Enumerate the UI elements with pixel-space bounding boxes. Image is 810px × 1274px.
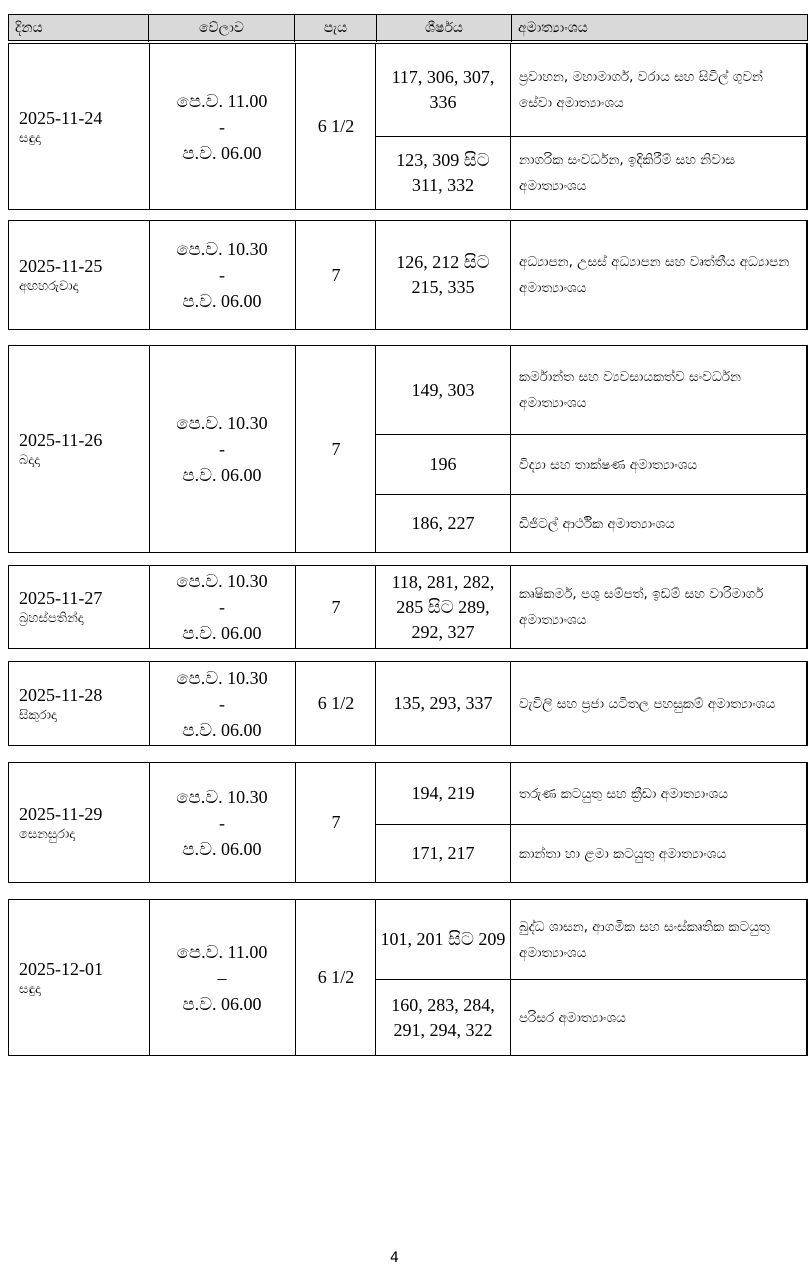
pages-cell — [295, 662, 377, 745]
heads-value: 171, 217 — [376, 825, 511, 882]
ministry-name: කාන්තා හා ළමා කටයුතු අමාත්‍යාංශය — [519, 845, 727, 862]
time-end: ප.ව. 06.00 — [182, 838, 262, 859]
time-cell — [149, 763, 295, 882]
heads-value: 135, 293, 337 — [376, 662, 511, 745]
day-name: සඳුදා — [19, 130, 41, 146]
time-separator: - — [219, 693, 225, 714]
pages-cell — [295, 44, 377, 209]
ministry-name: බුද්ධ ශාසන, ආගමික සහ සංස්කෘතික කටයුතු අමාත්‍යාංශය — [519, 918, 770, 961]
ministry-entry — [375, 136, 808, 210]
day-name: අඟහරුවාදා — [19, 279, 79, 294]
schedule-row — [8, 220, 808, 330]
pages-value: 7 — [331, 438, 341, 459]
pages-value: 6 1/2 — [317, 693, 355, 713]
date-cell — [9, 44, 149, 209]
ministry-name: විද්‍යා සහ තාක්ෂණ අමාත්‍යාංශය — [519, 456, 698, 473]
ministry-name: කෘෂිකර්ම, පශු සම්පත්, ඉඩම් සහ වාරිමාර්ග අමාත්‍යාංශය — [519, 586, 764, 628]
ministry-name: තරුණ කටයුතු සහ ක්‍රීඩා අමාත්‍යාංශය — [519, 785, 729, 802]
pages-value: 6 1/2 — [317, 116, 355, 136]
schedule-row — [8, 899, 808, 1056]
heads-value: 160, 283, 284, 291, 294, 322 — [376, 980, 511, 1055]
ministry-name: කර්මාන්ත සහ ව්‍යවසායකත්ව සංවර්ධන අමාත්‍යාංශය — [519, 369, 741, 411]
schedule-row — [8, 661, 808, 746]
time-separator: - — [219, 265, 225, 285]
ministry-name: නාගරික සංවර්ධන, ඉදිකිරීම් සහ නිවාස අමාත්‍යාංශය — [519, 152, 736, 194]
time-end: ප.ව. 06.00 — [182, 993, 262, 1014]
heads-value: 194, 219 — [376, 763, 511, 824]
ministry-name: අධ්‍යාපන, උසස් අධ්‍යාපන සහ වෘත්තීය අධ්‍යාපන අමාත්‍යාංශය — [519, 254, 790, 296]
time-separator: - — [219, 439, 225, 459]
ministry-entry — [375, 762, 808, 825]
ministry-name: ඩිජිටල් ආර්ථික අමාත්‍යාංශය — [519, 515, 675, 532]
date-cell — [9, 662, 149, 745]
date-cell — [9, 221, 149, 329]
time-separator: - — [219, 597, 225, 617]
heads-value: 117, 306, 307, 336 — [376, 44, 511, 136]
ministry-entry — [375, 345, 808, 435]
schedule-row — [8, 565, 808, 649]
time-start: පෙ.ව. 10.30 — [176, 571, 268, 591]
ministry-entry — [375, 43, 808, 137]
date-cell — [9, 900, 149, 1055]
pages-cell — [295, 346, 377, 552]
time-start: පෙ.ව. 10.30 — [176, 413, 268, 433]
time-start: පෙ.ව. 10.30 — [176, 239, 268, 259]
time-end: ප.ව. 06.00 — [182, 291, 262, 311]
ministry-entry — [375, 824, 808, 883]
pages-value: 7 — [331, 596, 341, 617]
day-name: බ්‍රහස්පතින්දා — [19, 611, 84, 626]
time-end: ප.ව. 06.00 — [182, 623, 262, 643]
table-header — [8, 14, 808, 41]
heads-value: 186, 227 — [376, 495, 511, 552]
date-value: 2025-11-25 — [19, 256, 103, 276]
date-value: 2025-12-01 — [19, 958, 103, 979]
day-name: සඳුදා — [19, 981, 41, 997]
heads-value: 126, 212 සිට 215, 335 — [376, 221, 511, 329]
ministry-entry — [375, 434, 808, 495]
ministry-entry — [375, 899, 808, 980]
time-cell — [149, 566, 295, 648]
time-cell — [149, 221, 295, 329]
heads-value: 123, 309 සිට 311, 332 — [376, 137, 511, 209]
ministry-entry — [375, 661, 808, 746]
ministry-name: වැවිලි සහ ප්‍රජා යටිතල පහසුකම් අමාත්‍යාංශය — [519, 695, 776, 712]
ministry-name: ප්‍රවාහන, මහාමාර්ග, වරාය සහ සිවිල් ගුවන් සේවා අමාත්‍යාංශය — [519, 69, 764, 111]
time-cell — [149, 44, 295, 209]
ministry-entry — [375, 220, 808, 330]
day-name: සෙනසුරාදා — [19, 826, 76, 842]
time-separator: – — [217, 967, 227, 988]
ministry-entry — [375, 979, 808, 1056]
time-start: පෙ.ව. 10.30 — [176, 786, 268, 807]
date-value: 2025-11-28 — [19, 684, 103, 705]
time-end: ප.ව. 06.00 — [182, 142, 262, 163]
header-time: වේලාව — [149, 15, 295, 42]
pages-cell — [295, 763, 377, 882]
time-separator: - — [219, 812, 225, 833]
date-cell — [9, 763, 149, 882]
ministry-entry — [375, 494, 808, 553]
ministry-name: පරිසර අමාත්‍යාංශය — [519, 1009, 626, 1026]
schedule-row — [8, 345, 808, 553]
date-value: 2025-11-26 — [19, 430, 103, 450]
time-start: පෙ.ව. 11.00 — [176, 90, 268, 111]
schedule-row — [8, 762, 808, 883]
time-cell — [149, 346, 295, 552]
day-name: සිකුරාදා — [19, 707, 57, 723]
header-date: දිනය — [9, 15, 149, 42]
page-number: 4 — [390, 1250, 399, 1266]
time-cell — [149, 662, 295, 745]
ministry-entry — [375, 565, 808, 649]
date-value: 2025-11-24 — [19, 107, 103, 128]
time-cell — [149, 900, 295, 1055]
heads-value: 101, 201 සිට 209 — [376, 900, 511, 979]
time-start: පෙ.ව. 11.00 — [176, 941, 268, 962]
date-cell — [9, 566, 149, 648]
heads-value: 118, 281, 282, 285 සිට 289, 292, 327 — [376, 566, 511, 648]
time-separator: - — [219, 116, 225, 137]
pages-cell — [295, 566, 377, 648]
header-ministry: අමාත්‍යාංශය — [518, 20, 588, 36]
pages-value: 7 — [331, 812, 341, 832]
time-end: ප.ව. 06.00 — [182, 719, 262, 740]
date-cell — [9, 346, 149, 552]
date-value: 2025-11-27 — [19, 588, 103, 608]
header-pages: පැය — [295, 15, 377, 42]
schedule-row — [8, 43, 808, 210]
date-value: 2025-11-29 — [19, 803, 103, 824]
heads-value: 149, 303 — [376, 346, 511, 434]
pages-cell — [295, 900, 377, 1055]
heads-value: 196 — [376, 435, 511, 494]
pages-cell — [295, 221, 377, 329]
time-start: පෙ.ව. 10.30 — [176, 667, 268, 688]
pages-value: 6 1/2 — [317, 967, 355, 987]
time-end: ප.ව. 06.00 — [182, 465, 262, 485]
day-name: බදාදා — [19, 453, 40, 468]
pages-value: 7 — [331, 264, 341, 285]
header-heads: ශීර්ෂය — [377, 15, 512, 42]
